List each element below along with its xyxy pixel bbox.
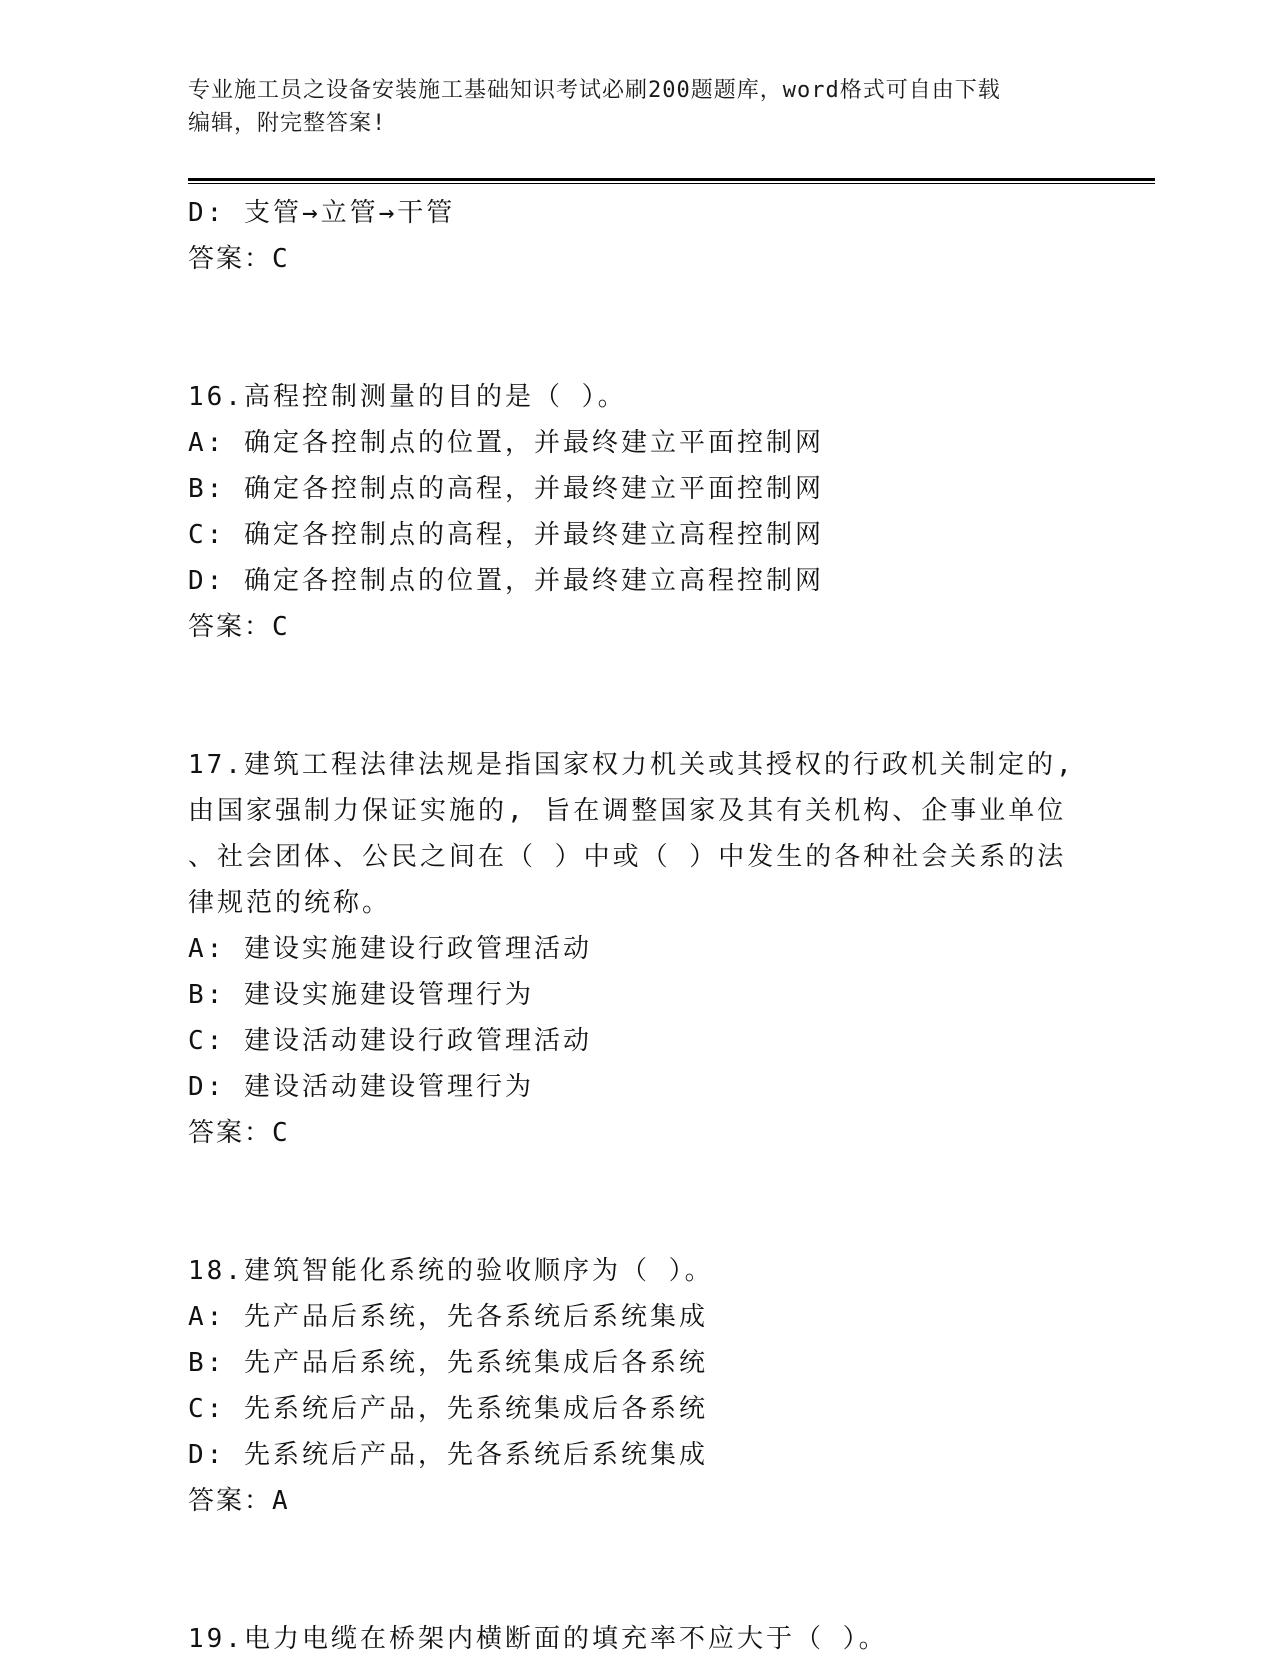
q16-option-b: B: 确定各控制点的高程，并最终建立平面控制网 (188, 474, 824, 504)
question-gap (188, 1524, 1088, 1616)
q17-answer: 答案：C (188, 1118, 290, 1148)
header-divider-thick (188, 178, 1155, 181)
header-title-line-2: 编辑，附完整答案! (188, 111, 387, 136)
q17-option-b: B: 建设实施建设管理行为 (188, 980, 534, 1010)
question-list (188, 190, 1088, 1662)
question-gap (188, 650, 1088, 742)
question-gap (188, 1156, 1088, 1248)
q17-stem-line-2: 由国家强制力保证实施的, 旨在调整国家及其有关机构、企事业单位 (188, 796, 1067, 826)
q16-option-d: D: 确定各控制点的位置，并最终建立高程控制网 (188, 566, 824, 596)
q17-stem-line-4: 律规范的统称。 (188, 888, 392, 918)
q15-answer: 答案：C (188, 244, 290, 274)
q17-option-d: D: 建设活动建设管理行为 (188, 1072, 534, 1102)
q16-answer: 答案：C (188, 612, 290, 642)
q18-option-a: A: 先产品后系统，先各系统后系统集成 (188, 1302, 708, 1332)
q16-stem: 16.高程控制测量的目的是（ ）。 (188, 382, 627, 412)
q18-option-b: B: 先产品后系统，先系统集成后各系统 (188, 1348, 708, 1378)
q18-stem: 18.建筑智能化系统的验收顺序为（ ）。 (188, 1256, 714, 1286)
q18-option-c: C: 先系统后产品，先系统集成后各系统 (188, 1394, 708, 1424)
q19-stem: 19.电力电缆在桥架内横断面的填充率不应大于（ ）。 (188, 1624, 888, 1654)
header-title-line-1: 专业施工员之设备安装施工基础知识考试必刷200题题库，word格式可自由下载 (188, 78, 1001, 103)
q17-option-c: C: 建设活动建设行政管理活动 (188, 1026, 592, 1056)
question-gap (188, 282, 1088, 374)
q17-stem-line-1: 17.建筑工程法律法规是指国家权力机关或其授权的行政机关制定的, (188, 750, 1075, 780)
q18-answer: 答案：A (188, 1486, 290, 1516)
q15-option-d: D: 支管→立管→干管 (188, 198, 456, 228)
q16-option-c: C: 确定各控制点的高程，并最终建立高程控制网 (188, 520, 824, 550)
q16-option-a: A: 确定各控制点的位置，并最终建立平面控制网 (188, 428, 824, 458)
document-header (188, 74, 1068, 140)
q17-stem-line-3: 、社会团体、公民之间在（ ）中或（ ）中发生的各种社会关系的法 (188, 842, 1067, 872)
header-divider-thin (188, 183, 1155, 184)
q17-option-a: A: 建设实施建设行政管理活动 (188, 934, 592, 964)
q18-option-d: D: 先系统后产品，先各系统后系统集成 (188, 1440, 708, 1470)
